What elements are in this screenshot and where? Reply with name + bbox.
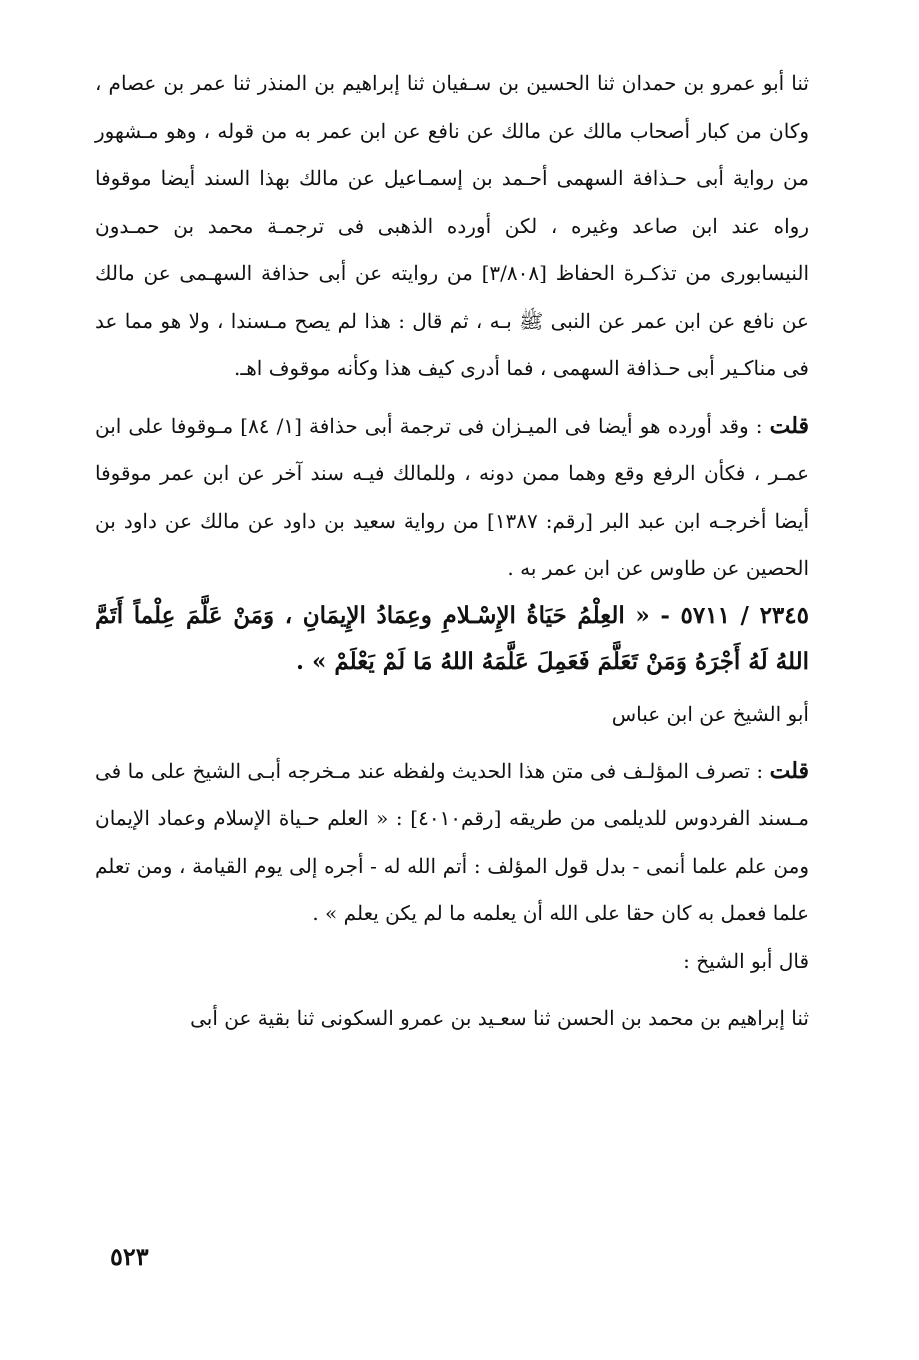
paragraph-5: ثنا إبراهيم بن محمد بن الحسن ثنا سعـيد بن عمرو السكونى ثنا بقية عن أبى	[190, 1006, 809, 1030]
paragraph-1: ثنا أبو عمرو بن حمدان ثنا الحسين بن سـفيان ثنا إبراهيم بن المنذر ثنا عمر بن عصام ، وكان من كبار أصحاب مالك عن مالك عن نافع عن ابن عمر به من قوله ، وهو مـشهور من رواية أبى حـذافة السهمى أحـمد بن إسمـاعيل عن مالك بهذا السند أيضا موقوفا رواه عند ابن صاعد وغيره ، لكن أورده الذهبى فى ترجمـة محمد بن حمـدون النيسابورى من تذكـرة الحفاظ [٣/٨٠٨] من روايته عن أبى حذافة السهـمى عن مالك عن نافع عن ابن عمر عن النبى ﷺ بـه ، ثم قال : هذا لم يصح مـسندا ، ولا هو مما عد فى مناكـير أبى حـذافة السهمى ، فما أدرى كيف هذا وكأنه موقوف اهـ.	[95, 71, 810, 380]
paragraph-3	[95, 748, 809, 938]
qultu-label-2: قلت	[769, 757, 809, 784]
paragraph-2	[95, 403, 809, 593]
hadith-source: أبو الشيخ عن ابن عباس	[611, 701, 809, 726]
paragraph-4: قال أبو الشيخ :	[683, 948, 809, 973]
document-page	[95, 60, 809, 1043]
paragraph-3-text: : تصرف المؤلـف فى متن هذا الحديث ولفظه عند مـخرجه أبـى الشيخ على ما فى مـسند الفردوس للديلمى من طريقه [رقم٤٠١٠] : « العلم حـياة الإسلام وعماد الإيمان ومن علم علما أنمى - بدل قول المؤلف : أتم الله له - أجره إلى يوم القيامة ، ومن تعلم علما فعمل به كان حقا على الله أن يعلمه ما لم يكن يعلم » .	[95, 758, 810, 925]
paragraph-2-text: : وقد أورده هو أيضا فى الميـزان فى ترجمة أبى حذافة [١/ ٨٤] مـوقوفا على ابن عمـر ، فكأن الرفع وقع وهما ممن دونه ، وللمالك فيـه سند آخر عن ابن عمر موقوفا أيضا أخرجـه ابن عبد البر [رقم: ١٣٨٧] من رواية سعيد بن داود عن مالك عن داود بن الحصين عن طاوس عن ابن عمر به .	[95, 413, 809, 580]
qultu-label-1: قلت	[769, 412, 809, 439]
page-number: ٥٢٣	[110, 1242, 149, 1271]
hadith-text: ٢٣٤٥ / ٥٧١١ - « العِلْمُ حَيَاةُ الإِسْـلامِ وعِمَادُ الإِيمَانِ ، وَمَنْ عَلَّمَ عِلْماً أَتَمَّ اللهُ لَهُ أَجْرَهُ وَمَنْ تَعَلَّمَ فَعَمِلَ عَلَّمَهُ اللهُ مَا لَمْ يَعْلَمْ » .	[95, 601, 809, 675]
